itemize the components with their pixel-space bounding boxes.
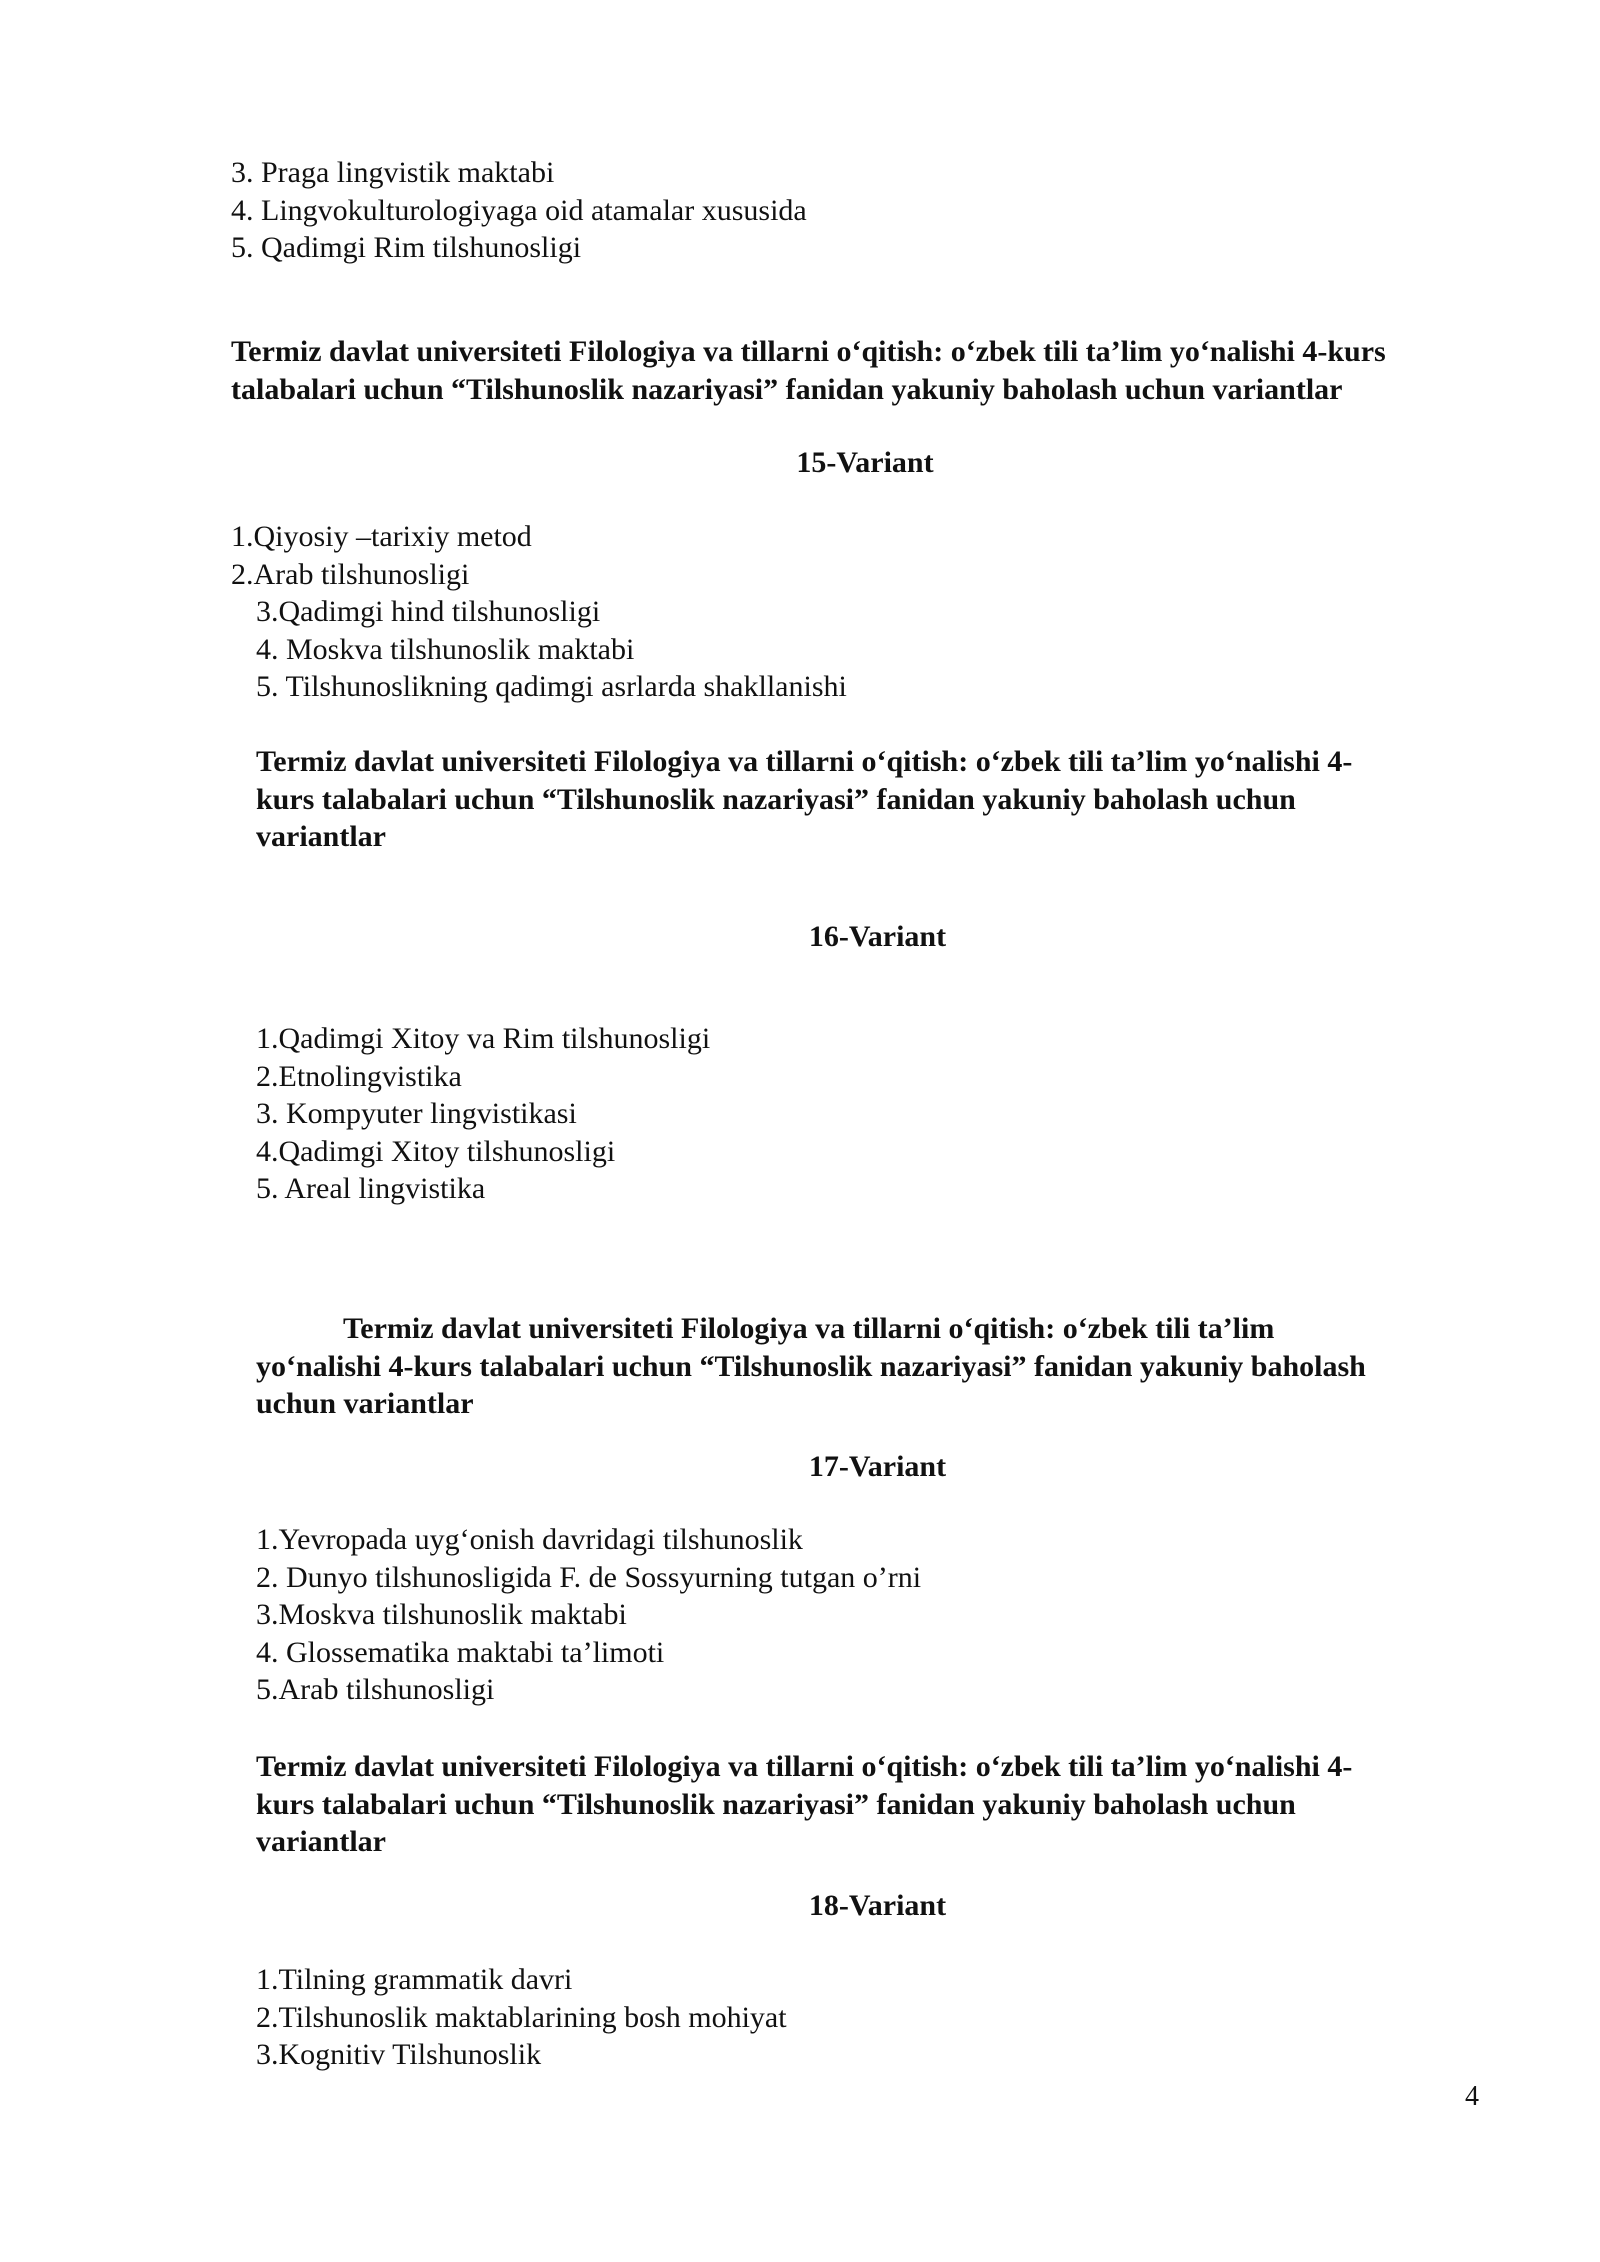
heading-line: variantlar xyxy=(256,820,386,853)
variant-title: 15-Variant xyxy=(796,446,934,479)
heading-line: yo‘nalishi 4-kurs talabalari uchun “Tilshunoslik nazariyasi” fanidan yakuniy baholash xyxy=(256,1349,1366,1383)
list-item: 3. Praga lingvistik maktabi xyxy=(231,156,555,189)
list-item: 3.Kognitiv Tilshunoslik xyxy=(256,2038,542,2071)
list-continued xyxy=(231,154,807,267)
heading-line: Termiz davlat universiteti Filologiya va tillarni o‘qitish: o‘zbek tili ta’lim yo‘nalishi 4- xyxy=(256,1750,1353,1783)
list-item: 5. Tilshunoslikning qadimgi asrlarda shakllanishi xyxy=(256,670,847,703)
variant-17-list xyxy=(256,1521,921,1709)
list-item: 4. Moskva tilshunoslik maktabi xyxy=(256,632,635,666)
page-number: 4 xyxy=(1465,2081,1479,2112)
list-item: 1.Qiyosiy –tarixiy metod xyxy=(231,520,532,553)
list-item: 4. Glossematika maktabi ta’limoti xyxy=(256,1635,665,1669)
list-item: 4.Qadimgi Xitoy tilshunosligi xyxy=(256,1134,616,1168)
section-heading xyxy=(256,743,1352,856)
list-item: 3.Qadimgi hind tilshunosligi xyxy=(256,595,601,628)
heading-line: kurs talabalari uchun “Tilshunoslik nazariyasi” fanidan yakuniy baholash uchun xyxy=(256,1787,1296,1821)
list-item: 2.Arab tilshunosligi xyxy=(231,557,470,591)
section-heading xyxy=(256,1310,1366,1423)
heading-line: Termiz davlat universiteti Filologiya va tillarni o‘qitish: o‘zbek tili ta’lim xyxy=(343,1312,1275,1345)
list-item: 1.Yevropada uyg‘onish davridagi tilshunoslik xyxy=(256,1523,803,1556)
list-item: 2.Tilshunoslik maktablarining bosh mohiyat xyxy=(256,2000,787,2034)
heading-line: talabalari uchun “Tilshunoslik nazariyasi” fanidan yakuniy baholash uchun variantlar xyxy=(231,372,1343,406)
heading-line: Termiz davlat universiteti Filologiya va tillarni o‘qitish: o‘zbek tili ta’lim yo‘nalishi 4-kurs xyxy=(231,335,1386,368)
variant-16-list xyxy=(256,1020,710,1208)
list-item: 4. Lingvokulturologiyaga oid atamalar xususida xyxy=(231,193,807,227)
list-item: 5. Qadimgi Rim tilshunosligi xyxy=(231,231,582,264)
variant-15-list xyxy=(231,518,847,706)
variant-title: 16-Variant xyxy=(808,920,947,953)
list-item: 3. Kompyuter lingvistikasi xyxy=(256,1097,577,1130)
section-heading xyxy=(231,333,1386,408)
list-item: 2.Etnolingvistika xyxy=(256,1059,462,1093)
variant-title: 17-Variant xyxy=(808,1450,947,1483)
heading-line: uchun variantlar xyxy=(256,1387,474,1420)
list-item: 1.Tilning grammatik davri xyxy=(256,1963,573,1996)
list-item: 5.Arab tilshunosligi xyxy=(256,1673,495,1706)
list-item: 5. Areal lingvistika xyxy=(256,1172,486,1205)
list-item: 3.Moskva tilshunoslik maktabi xyxy=(256,1598,627,1631)
list-item: 2. Dunyo tilshunosligida F. de Sossyurning tutgan o’rni xyxy=(256,1560,922,1594)
list-item: 1.Qadimgi Xitoy va Rim tilshunosligi xyxy=(256,1022,711,1055)
variant-18-list xyxy=(256,1961,787,2074)
heading-line: variantlar xyxy=(256,1825,386,1858)
heading-line: Termiz davlat universiteti Filologiya va tillarni o‘qitish: o‘zbek tili ta’lim yo‘nalishi 4- xyxy=(256,745,1353,778)
heading-line: kurs talabalari uchun “Tilshunoslik nazariyasi” fanidan yakuniy baholash uchun xyxy=(256,782,1296,816)
variant-title: 18-Variant xyxy=(808,1889,947,1922)
section-heading xyxy=(256,1748,1352,1861)
